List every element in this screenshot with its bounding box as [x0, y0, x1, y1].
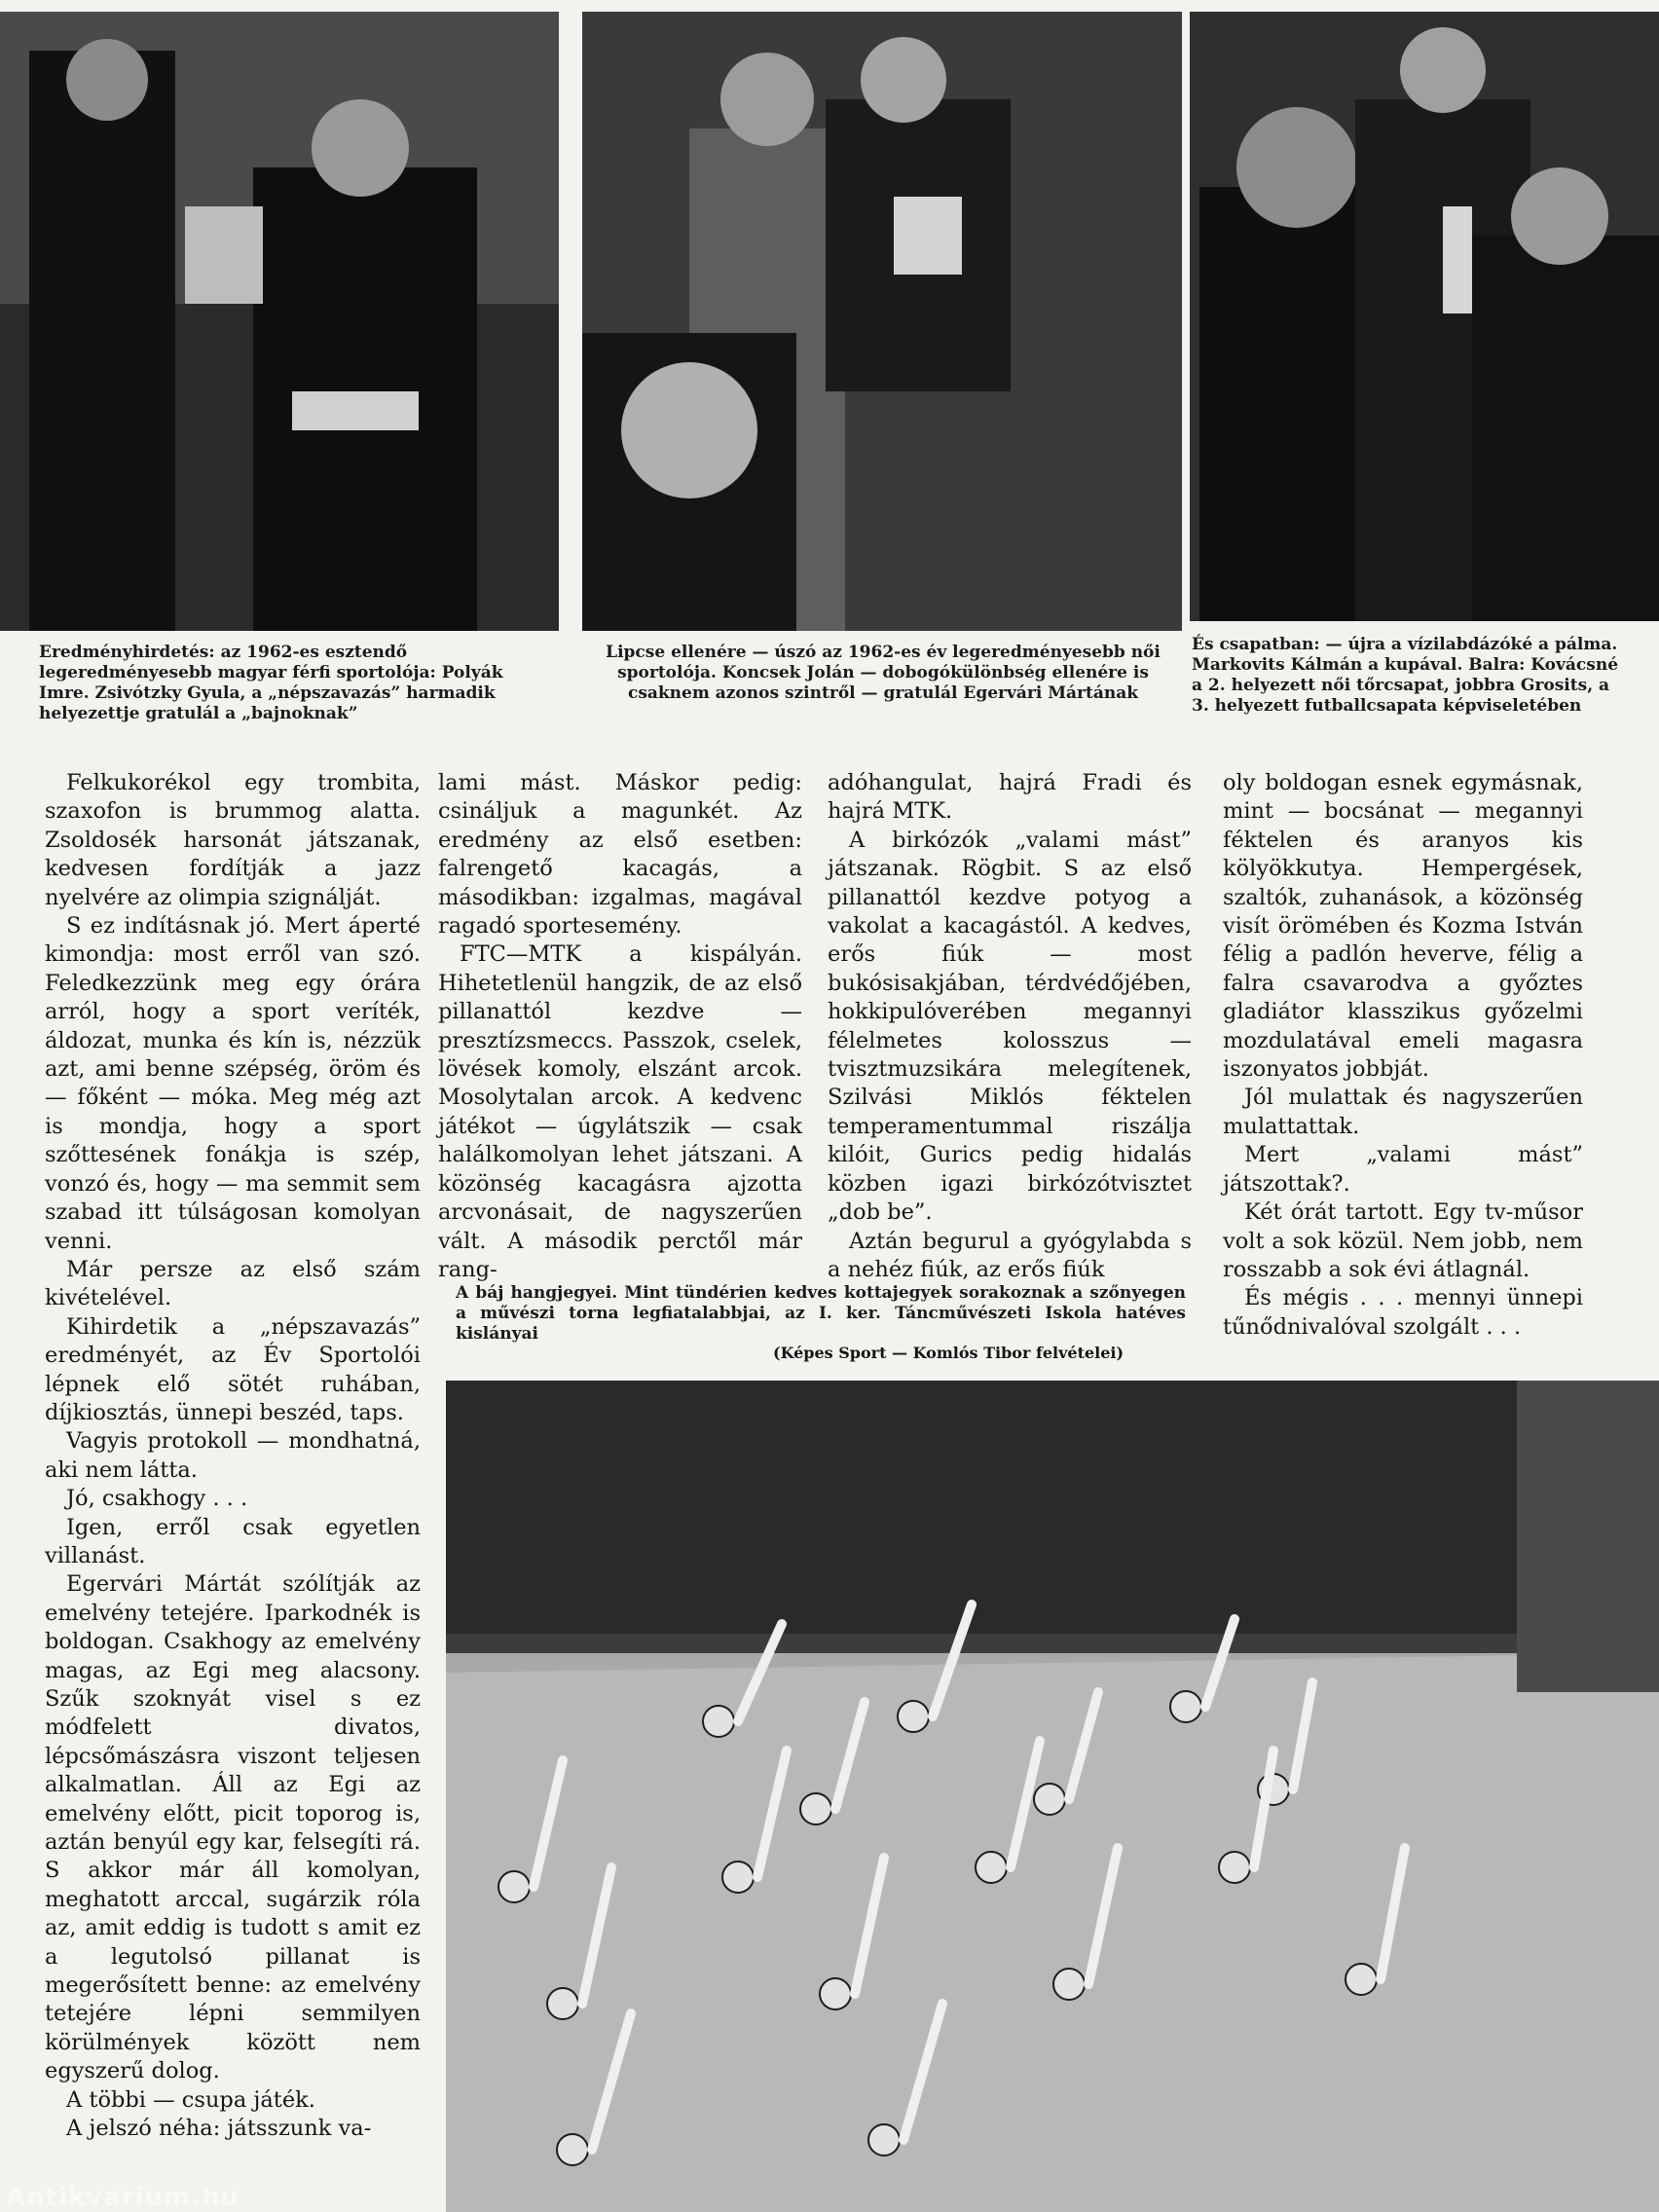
- article-column-2: [438, 769, 802, 1284]
- paragraph: Már persze az első szám kivételével.: [45, 1256, 421, 1311]
- paragraph: Egervári Mártát szólítják az emelvény tetejére. Iparkodnék is boldogan. Csakhogy az emelvény magas, az Egi meg alacsony. Szűk szoknyát visel s ez módfelett divatos, lépcsőmászásra viszont teljesen alkalmatlan. Áll az Egi az emelvény előtt, picit toporog is, aztán benyúl egy kar, felsegíti rá. S akkor már áll komolyan, meghatott arccal, sugárzik róla az, amit eddig is tudott s amit ez a legutolsó pillanat is megerősített benne: az emelvény tetejére lépni semmilyen körülmények között nem egyszerű dolog.: [45, 1571, 421, 2084]
- photo-credit: (Képes Sport — Komlós Tibor felvételei): [773, 1344, 1124, 1362]
- paragraph: FTC—MTK a kispályán. Hihetetlenül hangzik, de az első pillanattól kezdve — presztízsmeccs. Passzok, cselek, lövések komoly, elszánt arcok. Mosolytalan arcok. A kedvenc játékot — úgylátszik — csak halálkomolyan lehet játszani. A közönség kacagásra ajzotta arcvonásait, de nagyszerűen vált. A második perctől már rang-: [438, 941, 802, 1282]
- paragraph: S ez indításnak jó. Mert áperté kimondja: most erről van szó. Feledkezzünk meg egy órára arról, hogy a sport veríték, áldozat, munka és kín is, nézzük azt, ami benne szépség, öröm és — főként — móka. Meg még azt is mondja, hogy a sport szőttesének fonákja is szép, vonzó és, hogy — ma semmit sem szabad itt túlságosan komolyan venni.: [45, 913, 421, 1254]
- watermark: Antikvarium.hu: [6, 2183, 240, 2212]
- caption-left: Eredményhirdetés: az 1962-es esztendő legeredményesebb magyar férfi sportolója: Polyák Imre. Zsivótzky Gyula, a „népszavazás” harmadik helyezettje gratulál a „bajnoknak”: [39, 643, 503, 723]
- paragraph: Jól mulattak és nagyszerűen mulattattak.: [1223, 1085, 1583, 1139]
- paragraph: oly boldogan esnek egymásnak, mint — bocsánat — megannyi féktelen és aranyos kis kölyökkutya. Hempergések, szaltók, zuhanások, a közönség visít örömében és Kozma István félig a padlón heverve, félig a falra csavarodva a győztes gladiátor klasszikus győzelmi mozdulatával emeli magasra iszonyatos jobbját.: [1223, 770, 1583, 1083]
- photo-top-left: [0, 12, 559, 631]
- photo-top-right: [1190, 12, 1659, 621]
- paragraph: Aztán begurul a gyógylabda s a nehéz fiúk, az erős fiúk: [828, 1228, 1192, 1282]
- paragraph: Két órát tartott. Egy tv-műsor volt a sok közül. Nem jobb, nem rosszabb a sok évi átlagnál.: [1223, 1199, 1583, 1282]
- paragraph: lami mást. Máskor pedig: csináljuk a magunkét. Az eredmény az első esetben: falrengető kacagás, a másodikban: izgalmas, magával ragadó sportesemény.: [438, 770, 802, 940]
- paragraph: Vagyis protokoll — mondhatná, aki nem látta.: [45, 1428, 421, 1483]
- photo-top-middle: [582, 12, 1182, 631]
- paragraph: Mert „valami mást” játszottak?.: [1223, 1142, 1583, 1197]
- article-column-4: [1223, 769, 1583, 1342]
- paragraph: Jó, csakhogy . . .: [66, 1486, 248, 1512]
- caption-right: És csapatban: — újra a vízilabdázóké a pálma. Markovits Kálmán a kupával. Balra: Kovácsné a 2. helyezett női tőrcsapat, jobbra Grosits, a 3. helyezett futballcsapata képviseletében: [1192, 635, 1619, 716]
- paragraph: A többi — csupa játék.: [66, 2086, 315, 2113]
- paragraph: Kihirdetik a „népszavazás” eredményét, az Év Sportolói lépnek elő sötét ruhában, díjkiosztás, ünnepi beszéd, taps.: [45, 1313, 421, 1425]
- article-column-1: [45, 769, 421, 2144]
- article-column-3: [828, 769, 1192, 1284]
- photo-bottom-gymnastics: [446, 1381, 1659, 2212]
- paragraph: És mégis . . . mennyi ünnepi tűnődnivalóval szolgált . . .: [1223, 1285, 1583, 1340]
- paragraph: A jelszó néha: játsszunk va-: [66, 2116, 372, 2142]
- paragraph: Felkukorékol egy trombita, szaxofon is brummog alatta. Zsoldosék harsonát játszanak, kedvesen fordítják a jazz nyelvére az olimpia szignálját.: [45, 770, 421, 910]
- paragraph: A birkózók „valami mást” játszanak. Rögbit. S az első pillanattól kezdve potyog a vakolat a kacagástól. A kedves, erős fiúk — most bukósisakjában, térdvédőjében, hokkipulóverében megannyi félelmetes kolosszus — tvisztmuzsikára melegítenek, Szilvási Miklós féktelen temperamentummal riszálja kilóit, Gurics pedig hidalás közben igazi birkózótvisztet „dob be”.: [828, 827, 1192, 1226]
- paragraph: Igen, erről csak egyetlen villanást.: [45, 1514, 421, 1568]
- caption-bottom-photo: A báj hangjegyei. Mint tündérien kedves kottajegyek sorakoznak a szőnyegen a művészi torna legfiatalabbjai, az I. ker. Táncművészeti Iskola hatéves kislányai: [456, 1283, 1186, 1344]
- paragraph: adóhangulat, hajrá Fradi és hajrá MTK.: [828, 770, 1192, 825]
- caption-middle: Lipcse ellenére — úszó az 1962-es év legeredményesebb női sportolója. Koncsek Jolán — dobogókülönbség ellenére is csaknem azonos szintről — gratulál Egervári Mártának: [606, 643, 1161, 703]
